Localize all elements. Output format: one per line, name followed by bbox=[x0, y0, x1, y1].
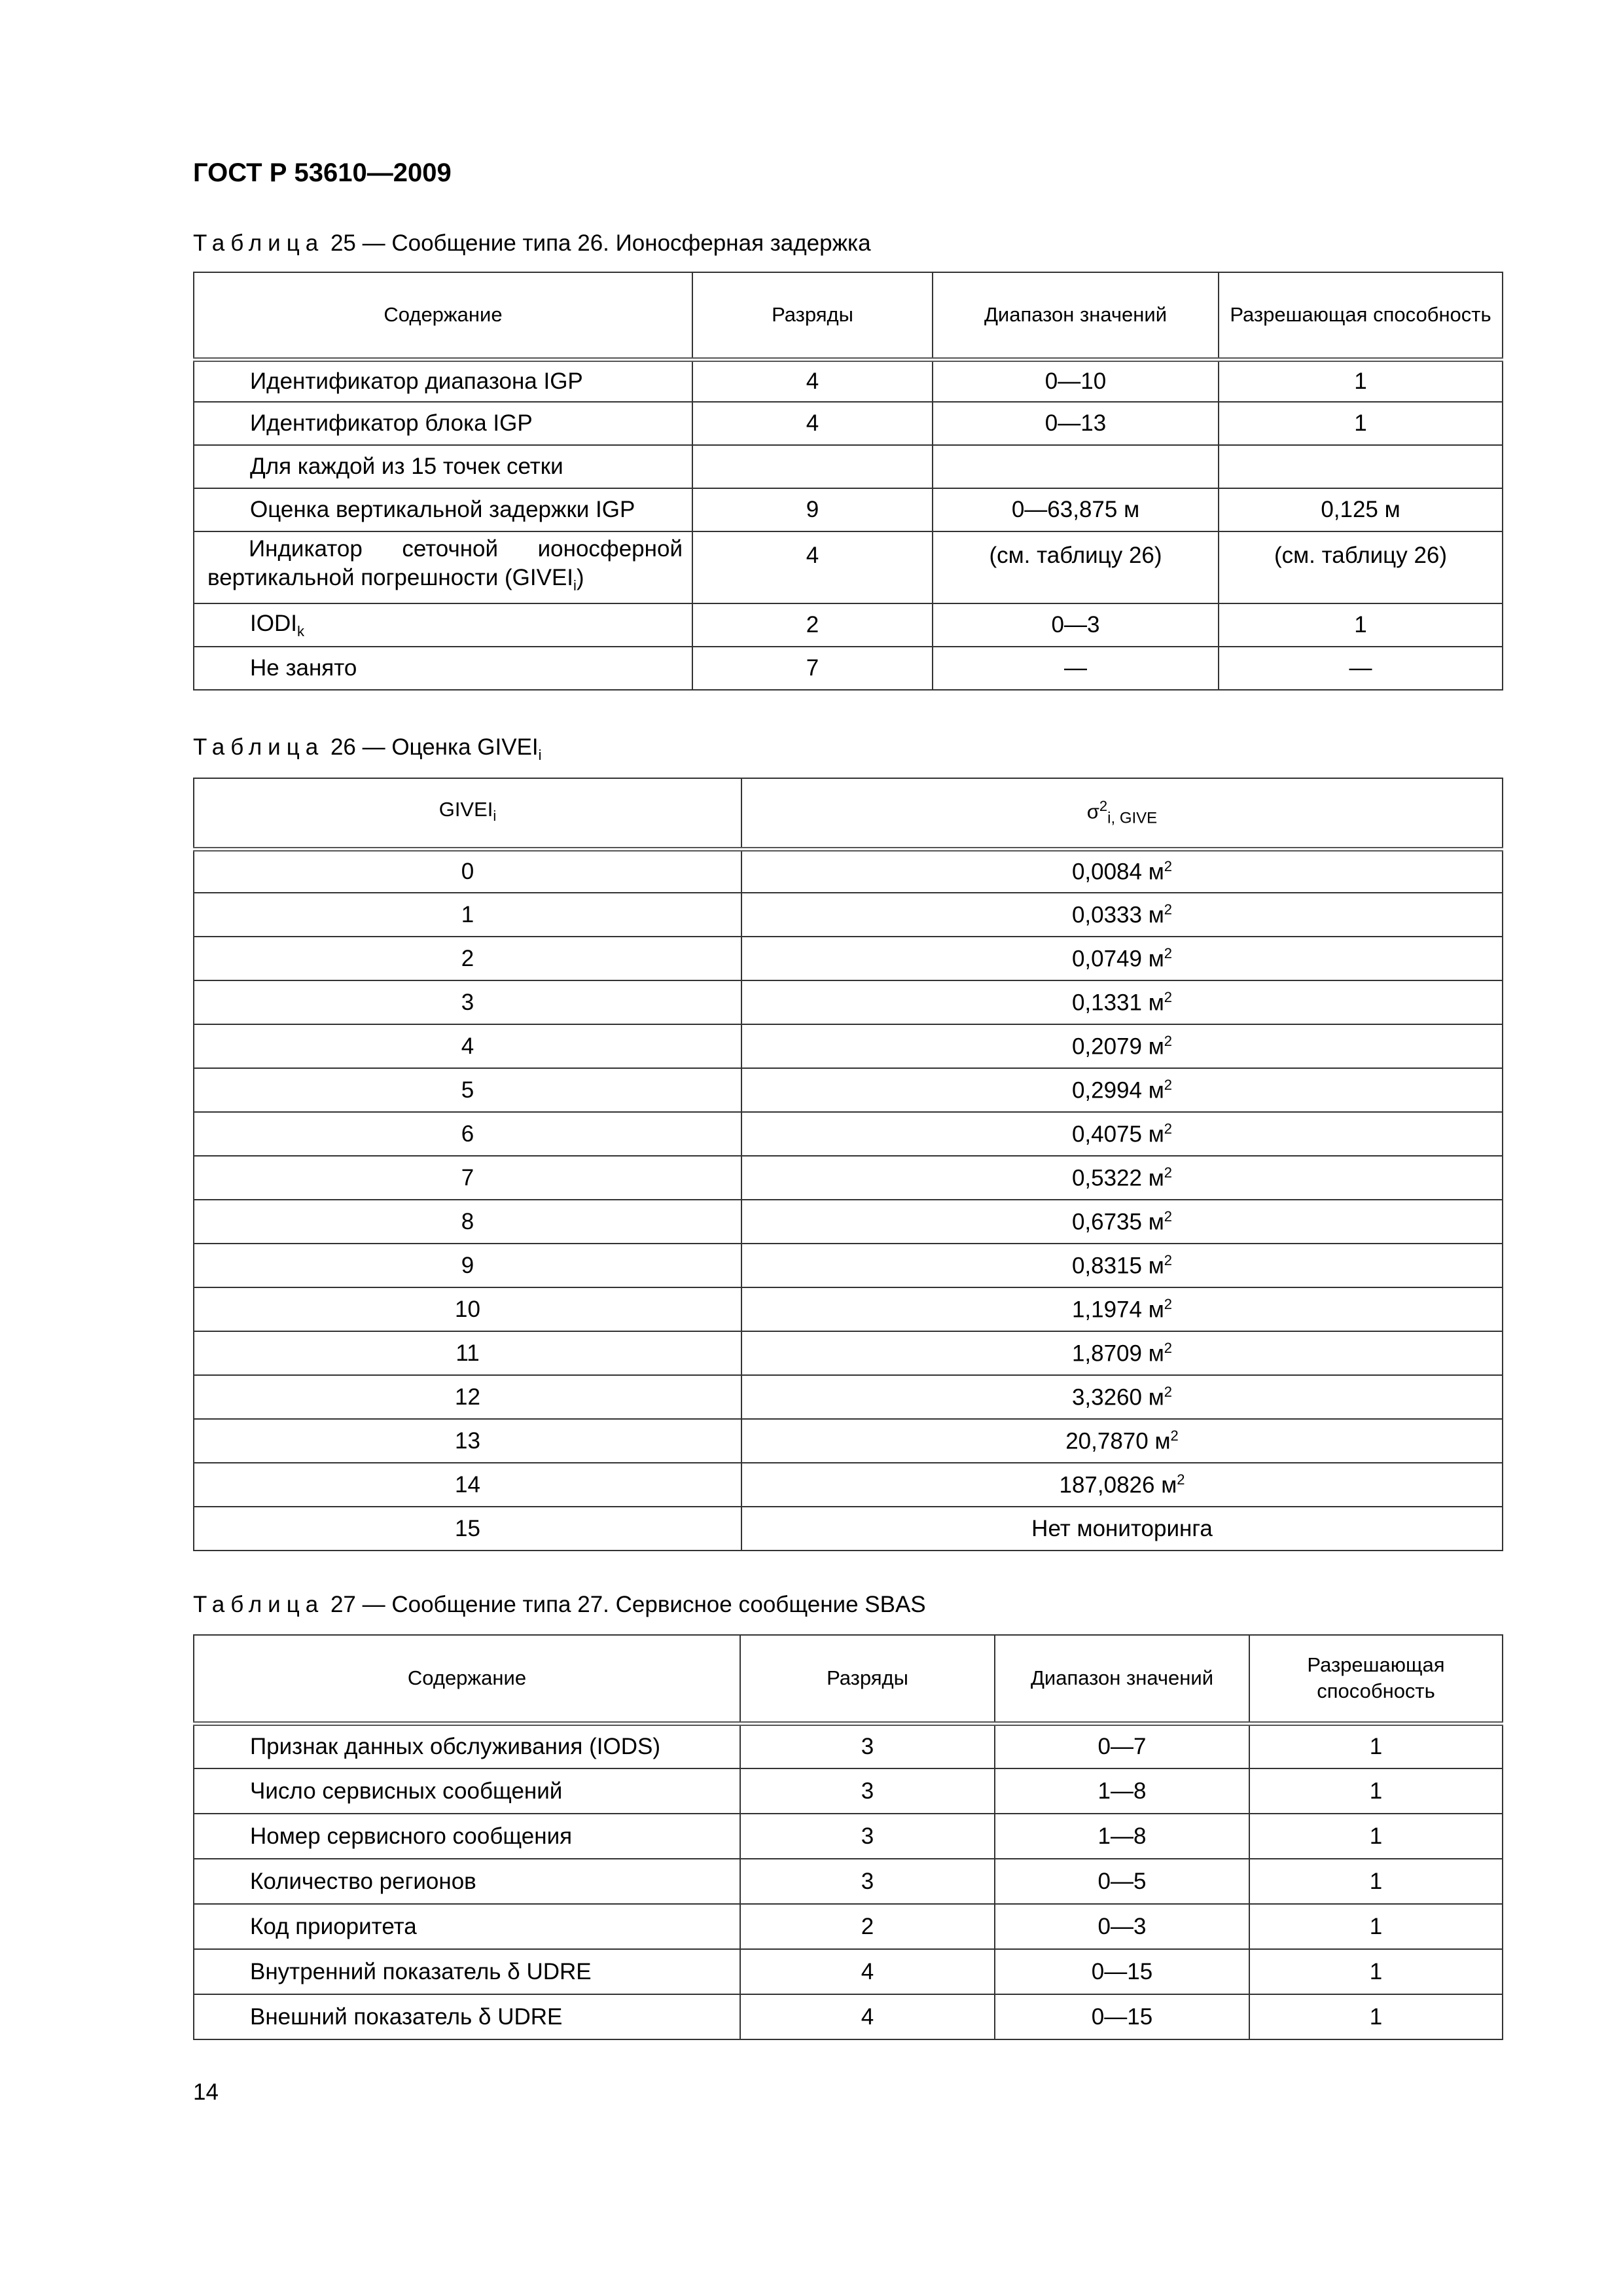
superscript: 2 bbox=[1164, 857, 1173, 874]
table-cell: 1 bbox=[1219, 603, 1503, 647]
table-cell: 1—8 bbox=[995, 1814, 1249, 1859]
table-cell: 3 bbox=[740, 1723, 995, 1768]
table-row bbox=[194, 1904, 1503, 1949]
table25-caption-text: 25 — Сообщение типа 26. Ионосферная задержка bbox=[324, 230, 871, 256]
table-cell: 1 bbox=[1219, 402, 1503, 445]
table26-header-sigma bbox=[741, 778, 1503, 849]
table-cell bbox=[741, 937, 1503, 980]
table-cell: 0—3 bbox=[933, 603, 1219, 647]
unit: м bbox=[1148, 1165, 1164, 1191]
table-cell: Идентификатор диапазона IGP bbox=[194, 359, 692, 402]
unit: м bbox=[1148, 1384, 1164, 1410]
superscript: 2 bbox=[1170, 1427, 1179, 1444]
table-cell: Номер сервисного сообщения bbox=[194, 1814, 740, 1859]
table-cell: 4 bbox=[692, 402, 933, 445]
table-cell: 0—13 bbox=[933, 402, 1219, 445]
subscript: i bbox=[493, 807, 497, 824]
table-row bbox=[194, 359, 1503, 402]
table-cell: 1 bbox=[1249, 1768, 1503, 1814]
unit: м bbox=[1148, 859, 1164, 885]
table-cell: Количество регионов bbox=[194, 1859, 740, 1904]
table-cell bbox=[692, 445, 933, 488]
subscript: i bbox=[573, 577, 577, 594]
table-cell: 4 bbox=[740, 1994, 995, 2039]
superscript: 2 bbox=[1164, 1164, 1173, 1181]
table-cell: 7 bbox=[194, 1156, 741, 1200]
table-cell-text: IODI bbox=[250, 610, 297, 636]
table-cell bbox=[741, 1331, 1503, 1375]
table25-header-cell: Разряды bbox=[692, 272, 933, 359]
table-cell: 1 bbox=[1219, 359, 1503, 402]
table-row bbox=[194, 1419, 1503, 1463]
table26-header-givei bbox=[194, 778, 741, 849]
table-row bbox=[194, 1375, 1503, 1419]
table-cell: 0,125 м bbox=[1219, 488, 1503, 531]
table25-header-cell: Разрешающая способность bbox=[1219, 272, 1503, 359]
table-cell: 0—3 bbox=[995, 1904, 1249, 1949]
variance-value: 1,8709 bbox=[1071, 1340, 1142, 1367]
table-cell bbox=[741, 1068, 1503, 1112]
table-row bbox=[194, 1994, 1503, 2039]
table-cell bbox=[194, 531, 692, 603]
table-cell: 4 bbox=[740, 1949, 995, 1994]
table-row bbox=[194, 1723, 1503, 1768]
superscript: 2 bbox=[1164, 944, 1173, 961]
table-row bbox=[194, 1068, 1503, 1112]
table25-header-cell: Диапазон значений bbox=[933, 272, 1219, 359]
table-cell bbox=[741, 893, 1503, 937]
table26-body bbox=[194, 849, 1503, 1551]
table-cell: Не занято bbox=[194, 647, 692, 690]
document-header: ГОСТ Р 53610—2009 bbox=[193, 158, 452, 187]
table-cell: 1 bbox=[1249, 1904, 1503, 1949]
superscript: 2 bbox=[1164, 1032, 1173, 1049]
table-cell: 2 bbox=[740, 1904, 995, 1949]
variance-value: 0,2994 bbox=[1071, 1077, 1142, 1103]
variance-value: 0,0749 bbox=[1071, 946, 1142, 972]
table-cell bbox=[741, 1463, 1503, 1507]
table-cell: 0—10 bbox=[933, 359, 1219, 402]
table-row bbox=[194, 893, 1503, 937]
table-cell: Признак данных обслуживания (IODS) bbox=[194, 1723, 740, 1768]
unit: м bbox=[1148, 1077, 1164, 1103]
header-text: GIVEI bbox=[438, 797, 493, 821]
table-cell: 11 bbox=[194, 1331, 741, 1375]
superscript: 2 bbox=[1164, 1120, 1173, 1137]
variance-value: 0,8315 bbox=[1071, 1253, 1142, 1279]
variance-value: 0,6735 bbox=[1071, 1209, 1142, 1235]
table-cell: 4 bbox=[692, 359, 933, 402]
variance-value: 0,0084 bbox=[1071, 859, 1142, 885]
variance-value: 187,0826 bbox=[1059, 1472, 1155, 1498]
table25-header-row bbox=[194, 272, 1503, 359]
table-cell: 0—7 bbox=[995, 1723, 1249, 1768]
table-row bbox=[194, 1331, 1503, 1375]
unit: м bbox=[1148, 1297, 1164, 1323]
superscript: 2 bbox=[1164, 1251, 1173, 1268]
superscript: 2 bbox=[1164, 1076, 1173, 1093]
table-cell: 7 bbox=[692, 647, 933, 690]
table-row bbox=[194, 531, 1503, 603]
superscript: 2 bbox=[1099, 798, 1108, 815]
unit: м bbox=[1148, 1121, 1164, 1147]
table-cell: 4 bbox=[194, 1024, 741, 1068]
table27-caption bbox=[193, 1592, 926, 1618]
table-cell: 3 bbox=[740, 1768, 995, 1814]
table-cell: 8 bbox=[194, 1200, 741, 1244]
subscript: k bbox=[296, 622, 304, 639]
table-cell: 0—15 bbox=[995, 1994, 1249, 2039]
table-row bbox=[194, 937, 1503, 980]
superscript: 2 bbox=[1164, 1295, 1173, 1312]
table-cell: Для каждой из 15 точек сетки bbox=[194, 445, 692, 488]
variance-value: 3,3260 bbox=[1071, 1384, 1142, 1410]
table-row bbox=[194, 1814, 1503, 1859]
variance-value: 0,4075 bbox=[1071, 1121, 1142, 1147]
table-row bbox=[194, 1768, 1503, 1814]
variance-value: 0,5322 bbox=[1071, 1165, 1142, 1191]
table-cell: 4 bbox=[692, 531, 933, 603]
table-cell: Идентификатор блока IGP bbox=[194, 402, 692, 445]
table-row bbox=[194, 445, 1503, 488]
table-cell: 10 bbox=[194, 1287, 741, 1331]
table-cell: 1 bbox=[1249, 1994, 1503, 2039]
table-cell: 0 bbox=[194, 849, 741, 893]
table-row bbox=[194, 849, 1503, 893]
table-cell: 1—8 bbox=[995, 1768, 1249, 1814]
table-cell bbox=[741, 1112, 1503, 1156]
table25-caption bbox=[193, 230, 871, 257]
table27-body bbox=[194, 1723, 1503, 2039]
unit: м bbox=[1148, 1340, 1164, 1367]
table-cell: — bbox=[1219, 647, 1503, 690]
table-cell: 1 bbox=[1249, 1723, 1503, 1768]
variance-value: 0,0333 bbox=[1071, 902, 1142, 928]
table-cell bbox=[741, 849, 1503, 893]
table26-caption-text: 26 — Оценка GIVEI bbox=[324, 734, 539, 760]
table-cell: 3 bbox=[740, 1859, 995, 1904]
table-row bbox=[194, 1244, 1503, 1287]
table-row bbox=[194, 402, 1503, 445]
superscript: 2 bbox=[1164, 1339, 1173, 1356]
table25-header-cell: Содержание bbox=[194, 272, 692, 359]
unit: м bbox=[1154, 1428, 1171, 1454]
table-cell: 6 bbox=[194, 1112, 741, 1156]
table-cell bbox=[741, 1287, 1503, 1331]
table-cell: 13 bbox=[194, 1419, 741, 1463]
table-cell: 1 bbox=[1249, 1949, 1503, 1994]
unit: м bbox=[1148, 1209, 1164, 1235]
table-row bbox=[194, 1949, 1503, 1994]
variance-value: 0,1331 bbox=[1071, 990, 1142, 1016]
table-cell: (см. таблицу 26) bbox=[1219, 531, 1503, 603]
table-cell: 1 bbox=[1249, 1814, 1503, 1859]
table-cell bbox=[741, 1200, 1503, 1244]
table27-caption-label: Таблица bbox=[193, 1592, 325, 1617]
unit: м bbox=[1148, 990, 1164, 1016]
table27 bbox=[193, 1634, 1503, 2040]
subscript: i bbox=[538, 747, 542, 763]
table-cell: Внутренний показатель δ UDRE bbox=[194, 1949, 740, 1994]
unit: м bbox=[1148, 1033, 1164, 1060]
table27-header-cell: Разряды bbox=[740, 1635, 995, 1723]
unit: м bbox=[1148, 1253, 1164, 1279]
table27-caption-text: 27 — Сообщение типа 27. Сервисное сообщение SBAS bbox=[324, 1592, 926, 1617]
table-cell: 9 bbox=[194, 1244, 741, 1287]
table-row bbox=[194, 1859, 1503, 1904]
variance-value: 0,2079 bbox=[1071, 1033, 1142, 1060]
table-cell: Код приоритета bbox=[194, 1904, 740, 1949]
table-cell: 15 bbox=[194, 1507, 741, 1551]
table-cell: Нет мониторинга bbox=[741, 1507, 1503, 1551]
table-row bbox=[194, 1112, 1503, 1156]
superscript: 2 bbox=[1164, 988, 1173, 1005]
table-cell: 12 bbox=[194, 1375, 741, 1419]
table27-header-cell: Содержание bbox=[194, 1635, 740, 1723]
superscript: 2 bbox=[1177, 1471, 1185, 1488]
subscript: i, GIVE bbox=[1107, 810, 1158, 827]
table-cell-text: Индикатор сеточной ионосферной вертикальной погрешности (GIVEI bbox=[207, 536, 683, 590]
table27-header-cell: Разрешающая способность bbox=[1249, 1635, 1503, 1723]
table-cell: 3 bbox=[194, 980, 741, 1024]
table-cell: 2 bbox=[194, 937, 741, 980]
table-cell: Оценка вертикальной задержки IGP bbox=[194, 488, 692, 531]
table-row bbox=[194, 1024, 1503, 1068]
table-cell: 0—63,875 м bbox=[933, 488, 1219, 531]
superscript: 2 bbox=[1164, 901, 1173, 918]
table-row bbox=[194, 1156, 1503, 1200]
table-cell bbox=[1219, 445, 1503, 488]
table26 bbox=[193, 778, 1503, 1551]
table-cell-text: ) bbox=[576, 565, 584, 590]
table-row bbox=[194, 1507, 1503, 1551]
table-cell: — bbox=[933, 647, 1219, 690]
table-cell bbox=[741, 1244, 1503, 1287]
table-cell bbox=[933, 445, 1219, 488]
table-cell bbox=[741, 1156, 1503, 1200]
table26-caption bbox=[193, 734, 542, 764]
table-cell: 9 bbox=[692, 488, 933, 531]
table-cell: Число сервисных сообщений bbox=[194, 1768, 740, 1814]
table-row bbox=[194, 1200, 1503, 1244]
table-row bbox=[194, 647, 1503, 690]
table-cell: 2 bbox=[692, 603, 933, 647]
superscript: 2 bbox=[1164, 1208, 1173, 1225]
table-cell bbox=[741, 1024, 1503, 1068]
unit: м bbox=[1161, 1472, 1177, 1498]
variance-value: 20,7870 bbox=[1065, 1428, 1149, 1454]
table-cell: (см. таблицу 26) bbox=[933, 531, 1219, 603]
sigma-symbol: σ bbox=[1086, 800, 1099, 823]
table-cell bbox=[194, 603, 692, 647]
table26-header-row bbox=[194, 778, 1503, 849]
table27-header-row bbox=[194, 1635, 1503, 1723]
table-cell bbox=[741, 980, 1503, 1024]
variance-value: 1,1974 bbox=[1071, 1297, 1142, 1323]
table-row bbox=[194, 603, 1503, 647]
table-cell: 1 bbox=[1249, 1859, 1503, 1904]
table-cell: 3 bbox=[740, 1814, 995, 1859]
table26-caption-label: Таблица bbox=[193, 734, 325, 760]
unit: м bbox=[1148, 902, 1164, 928]
table-cell bbox=[741, 1419, 1503, 1463]
table-cell: 14 bbox=[194, 1463, 741, 1507]
table-cell: Внешний показатель δ UDRE bbox=[194, 1994, 740, 2039]
page-number: 14 bbox=[193, 2079, 219, 2105]
table25 bbox=[193, 272, 1503, 691]
unit: м bbox=[1148, 946, 1164, 972]
table-cell bbox=[741, 1375, 1503, 1419]
table25-caption-label: Таблица bbox=[193, 230, 325, 256]
table-cell: 5 bbox=[194, 1068, 741, 1112]
table-row bbox=[194, 1287, 1503, 1331]
table-cell: 0—15 bbox=[995, 1949, 1249, 1994]
table27-header-cell: Диапазон значений bbox=[995, 1635, 1249, 1723]
table-row bbox=[194, 488, 1503, 531]
superscript: 2 bbox=[1164, 1383, 1173, 1400]
table-row bbox=[194, 980, 1503, 1024]
table-cell: 0—5 bbox=[995, 1859, 1249, 1904]
table-cell: 1 bbox=[194, 893, 741, 937]
table-row bbox=[194, 1463, 1503, 1507]
